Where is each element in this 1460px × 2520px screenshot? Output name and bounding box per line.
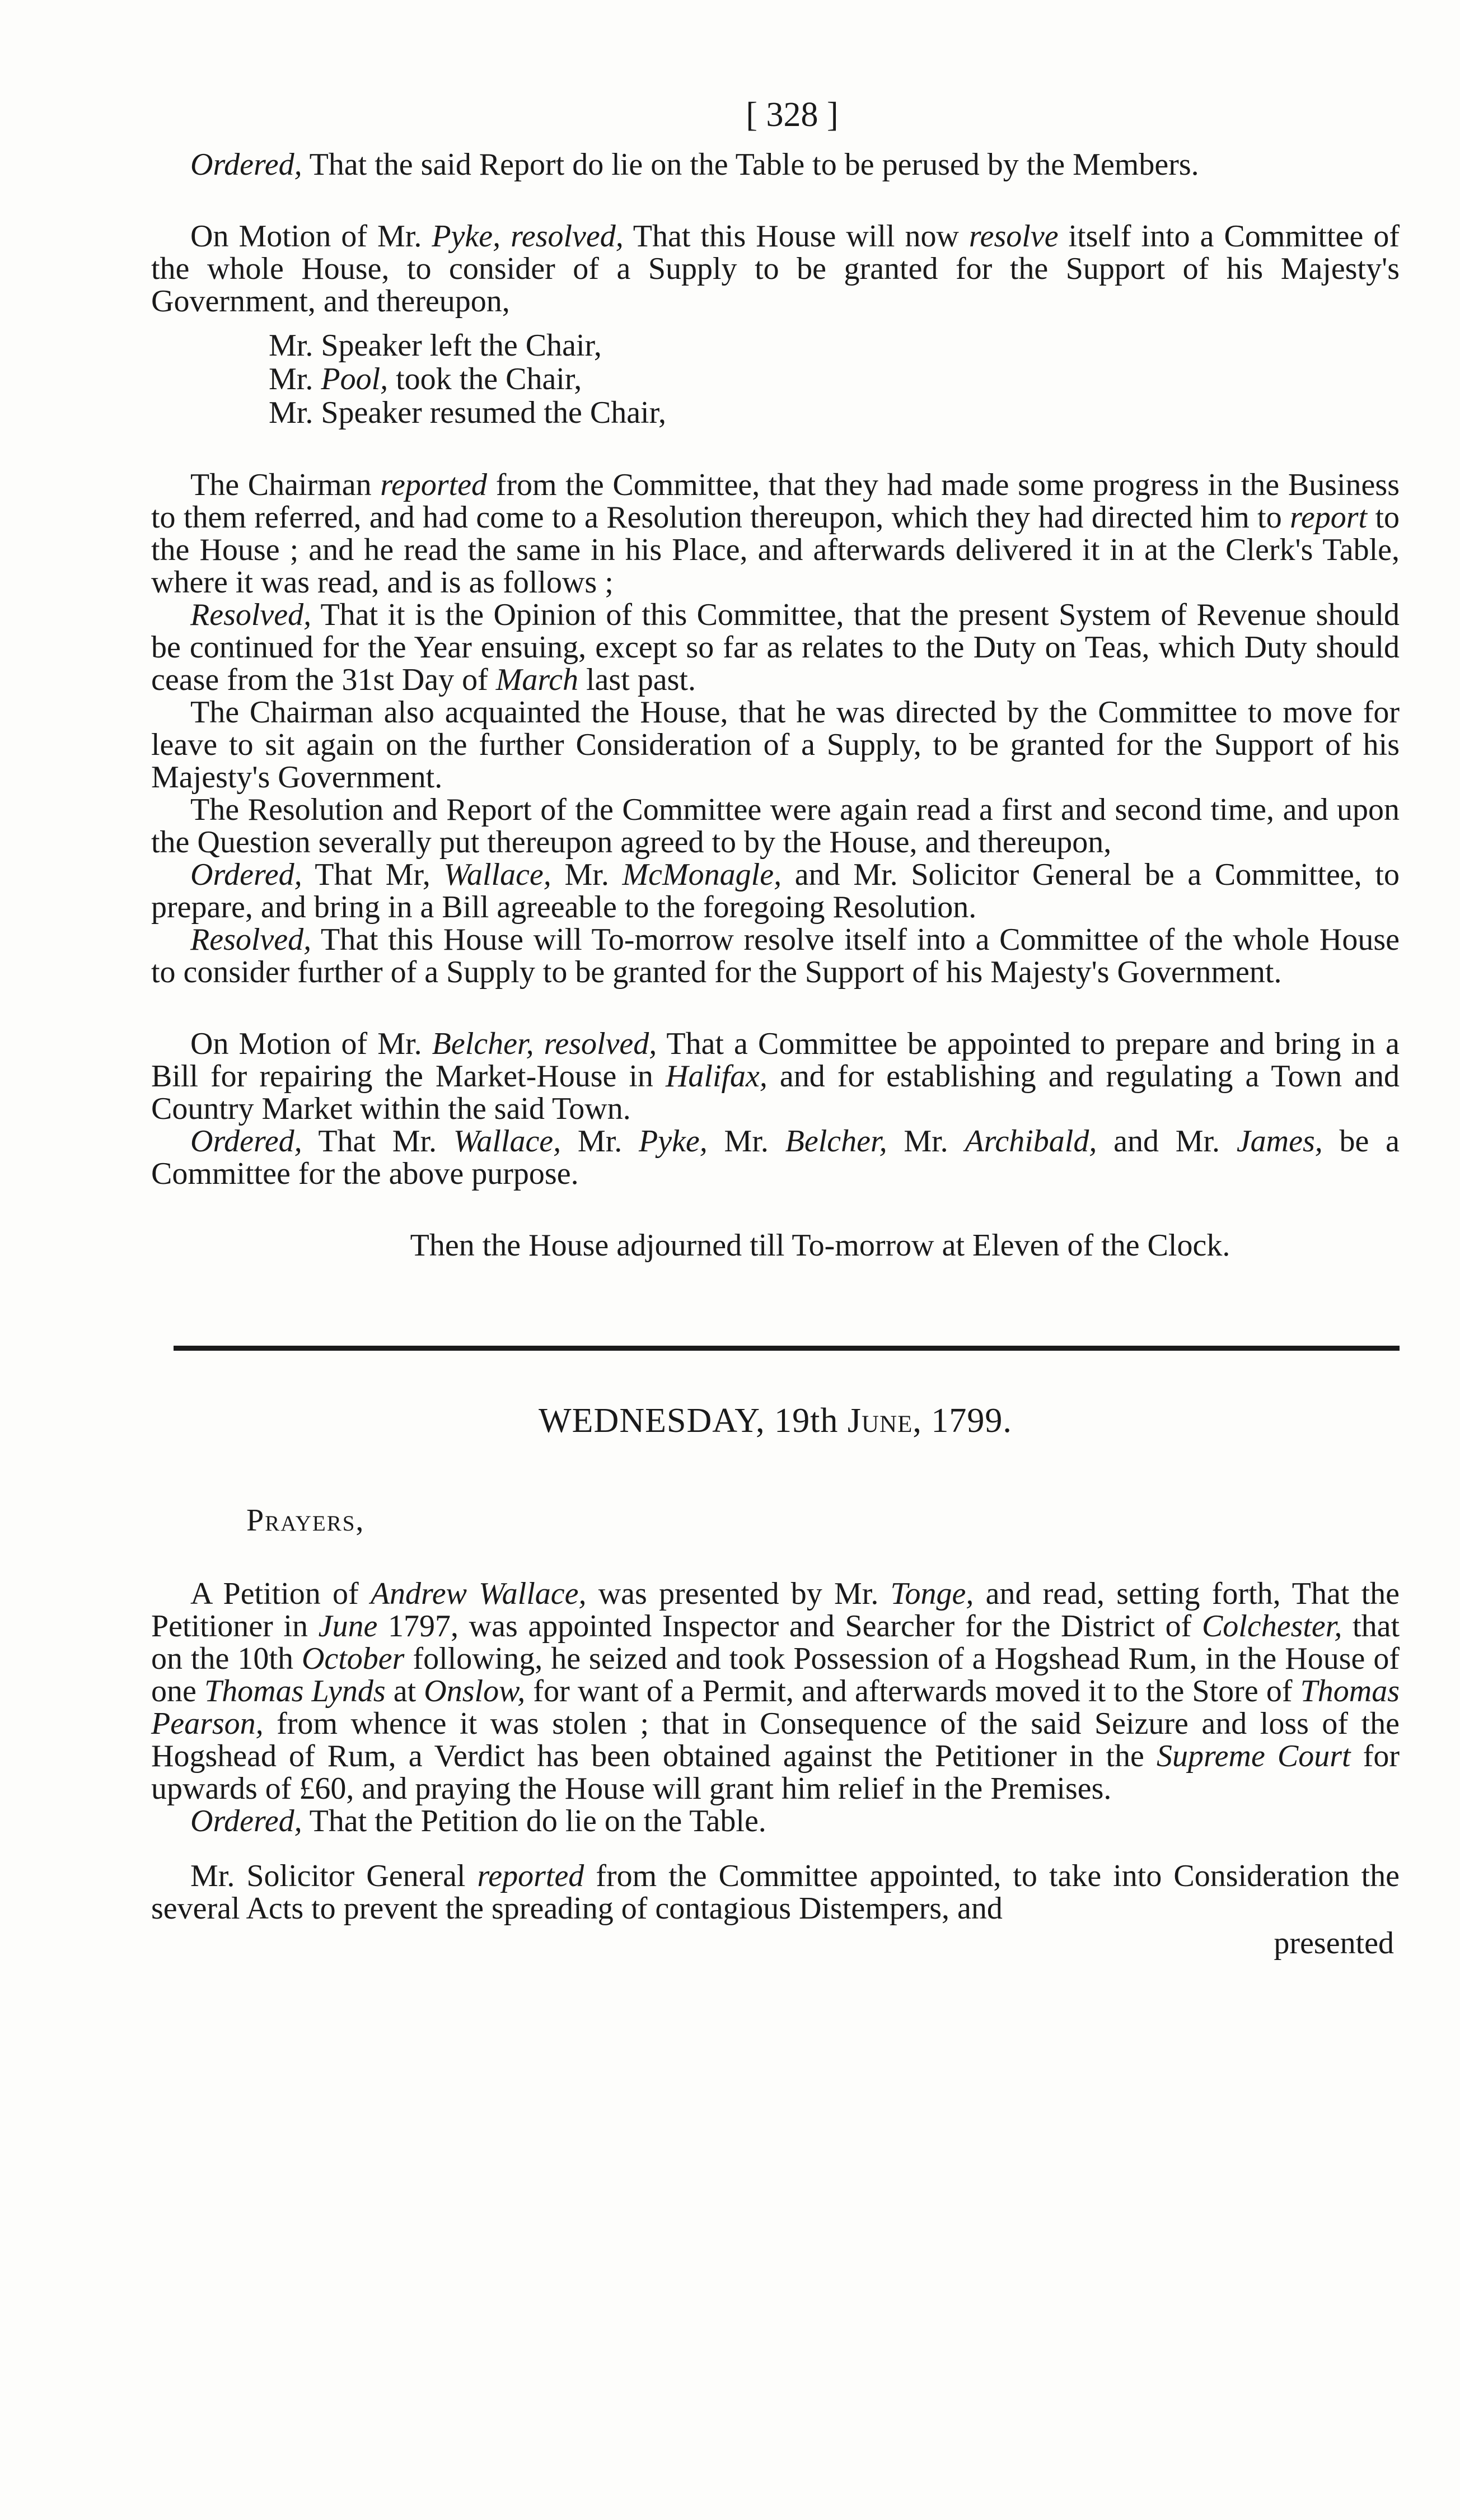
text-run: itself into a Committee of the whole House, to consider of a Supply to be granted for the Support of his Majesty's Government, and thereupon,: [151, 219, 1400, 319]
text-run: On Motion of Mr.: [190, 219, 432, 254]
italic-term: Ordered,: [190, 857, 302, 892]
italic-name: McMonagle,: [622, 857, 782, 892]
italic-name: Pyke,: [639, 1124, 708, 1159]
text-run: On Motion of Mr.: [190, 1026, 432, 1061]
paragraph-solicitor-report: [151, 1860, 1400, 1925]
italic-term: Resolved,: [190, 598, 312, 632]
adjournment-line: Then the House adjourned till To-morrow at Eleven of the Clock.: [410, 1228, 1230, 1263]
chair-lines: [269, 329, 1400, 430]
text-run: from the Committee appointed, to take into Consideration the several Acts to prevent the spreading of contagious Distempers, and: [151, 1859, 1400, 1926]
text-run: and Mr. Solicitor General be a Committee, to prepare, and bring in a Bill agreeable to the foregoing Resolution.: [151, 857, 1400, 925]
italic-term: resolved,: [511, 219, 624, 254]
text-run: A Petition of: [190, 1576, 371, 1611]
italic-name: Belcher,: [785, 1124, 887, 1159]
paragraph-ordered-report: [151, 148, 1400, 181]
italic-name: Pyke,: [432, 219, 501, 254]
italic-term: Ordered,: [190, 1124, 302, 1159]
chair-line-3: Mr. Speaker resumed the Chair,: [269, 395, 667, 430]
text-run: at: [385, 1674, 424, 1709]
text-run: 1799.: [921, 1402, 1012, 1440]
chair-line-2: [269, 362, 1400, 396]
paragraph-resolved-revenue: [151, 599, 1400, 696]
italic-term: June: [318, 1609, 378, 1644]
paragraph-resolved-supply: [151, 923, 1400, 988]
italic-term: reported: [477, 1859, 584, 1893]
text-run: That a Committee be appointed to prepare and bring in a Bill for repairing the Market-House in: [151, 1026, 1400, 1094]
date-heading: [151, 1401, 1400, 1441]
italic-term: March: [495, 662, 578, 697]
text-run: to the House ; and he read the same in his Place, and afterwards delivered it in at the Clerk's Table, where it was read, and is as follows ;: [151, 500, 1400, 600]
catchword: presented: [1274, 1926, 1394, 1961]
italic-name: Belcher,: [432, 1026, 534, 1061]
italic-name: Wallace,: [443, 857, 551, 892]
italic-name: Pool,: [321, 362, 389, 396]
italic-name: Thomas Lynds: [204, 1674, 386, 1709]
text-run: That Mr,: [302, 857, 444, 892]
text-run: That it is the Opinion of this Committee, that the present System of Revenue should be continued for the Year ensuing, except so far as relates to the Duty on Teas, which Duty should cease from the 31st Day of: [151, 598, 1400, 697]
italic-place: Halifax,: [665, 1059, 768, 1094]
text-run: That this House will To-morrow resolve itself into a Committee of the whole House to consider further of a Supply to be granted for the Support of his Majesty's Government.: [151, 922, 1400, 990]
text-run: Mr. Solicitor General: [190, 1859, 478, 1893]
text-run: Mr.: [887, 1124, 965, 1159]
italic-name: Archibald,: [965, 1124, 1097, 1159]
italic-place: Colchester,: [1201, 1609, 1342, 1644]
page-content: [151, 95, 1400, 1959]
text-run: following, he seized and took Possession of a Hogshead Rum, in the House of one: [151, 1641, 1400, 1709]
text-run: be a Committee for the above purpose.: [151, 1124, 1400, 1191]
paragraph-resolution-read: The Resolution and Report of the Committee were again read a first and second time, and upon the Question severally put thereupon agreed to by the House, and thereupon,: [151, 792, 1400, 860]
italic-term: Supreme Court: [1156, 1739, 1351, 1774]
italic-term: Ordered,: [190, 147, 302, 182]
text-run: from the Committee, that they had made some progress in the Business to them referred, and had come to a Resolution thereupon, which they had directed him to: [151, 468, 1400, 535]
text-run: and read, setting forth, That the Petitioner in: [151, 1576, 1400, 1644]
italic-term: resolved,: [544, 1026, 657, 1061]
paragraph-ordered-market-committee: [151, 1125, 1400, 1190]
section-divider-rule: [174, 1346, 1400, 1351]
italic-term: resolve: [968, 219, 1059, 254]
italic-name: Tonge,: [890, 1576, 974, 1611]
italic-name: Wallace,: [453, 1124, 561, 1159]
text-run: Mr.: [561, 1124, 639, 1159]
italic-name: James,: [1236, 1124, 1323, 1159]
text-run: last past.: [578, 662, 696, 697]
text-run: Mr.: [551, 857, 623, 892]
prayers-heading: Prayers,: [246, 1503, 365, 1538]
text-run: 1797, was appointed Inspector and Searcher for the District of: [377, 1609, 1202, 1644]
text-run: for want of a Permit, and afterwards moved it to the Store of: [525, 1674, 1300, 1709]
text-run: that on the 10th: [151, 1609, 1400, 1676]
paragraph-petition-wallace: [151, 1578, 1400, 1805]
text-run: The Chairman: [190, 468, 381, 502]
chair-line-1: Mr. Speaker left the Chair,: [269, 328, 602, 363]
italic-term: reported: [380, 468, 488, 502]
text-run: WEDNESDAY, 19th: [539, 1402, 848, 1440]
italic-name: Andrew Wallace,: [370, 1576, 587, 1611]
text-run: That the Petition do lie on the Table.: [302, 1804, 766, 1838]
paragraph-chairman-report: [151, 469, 1400, 599]
text-run: That the said Report do lie on the Table to be perused by the Members.: [302, 147, 1199, 182]
paragraph-motion-belcher: [151, 1028, 1400, 1125]
paragraph-ordered-petition: [151, 1805, 1400, 1837]
text-run: took the Chair,: [388, 362, 582, 396]
text-run: and for establishing and regulating a Town and Country Market within the said Town.: [151, 1059, 1400, 1126]
italic-place: Onslow,: [424, 1674, 526, 1709]
text-run: from whence it was stolen ; that in Consequence of the said Seizure and loss of the Hogshead of Rum, a Verdict has been obtained against the Petitioner in the: [151, 1706, 1400, 1774]
paragraph-chairman-acquainted: The Chairman also acquainted the House, that he was directed by the Committee to move for leave to sit again on the further Consideration of a Supply, to be granted for the Support of his Majesty's Government.: [151, 695, 1400, 795]
text-run: [500, 219, 511, 254]
text-run: and Mr.: [1097, 1124, 1237, 1159]
small-caps-month: June,: [847, 1402, 922, 1440]
italic-term: report: [1290, 500, 1368, 535]
text-run: [534, 1026, 544, 1061]
page-number: [ 328 ]: [746, 96, 839, 134]
text-run: Mr.: [269, 362, 321, 396]
italic-term: October: [301, 1641, 405, 1676]
paragraph-motion-pyke: [151, 220, 1400, 318]
text-run: was presented by Mr.: [586, 1576, 891, 1611]
paragraph-ordered-committee: [151, 858, 1400, 923]
italic-term: Resolved,: [190, 922, 312, 957]
text-run: Mr.: [707, 1124, 785, 1159]
text-run: That this House will now: [623, 219, 969, 254]
italic-term: Ordered,: [190, 1804, 302, 1838]
italic-name: Thomas Pearson,: [151, 1674, 1400, 1741]
text-run: That Mr.: [302, 1124, 453, 1159]
text-run: for upwards of £60, and praying the House will grant him relief in the Premises.: [151, 1739, 1400, 1806]
